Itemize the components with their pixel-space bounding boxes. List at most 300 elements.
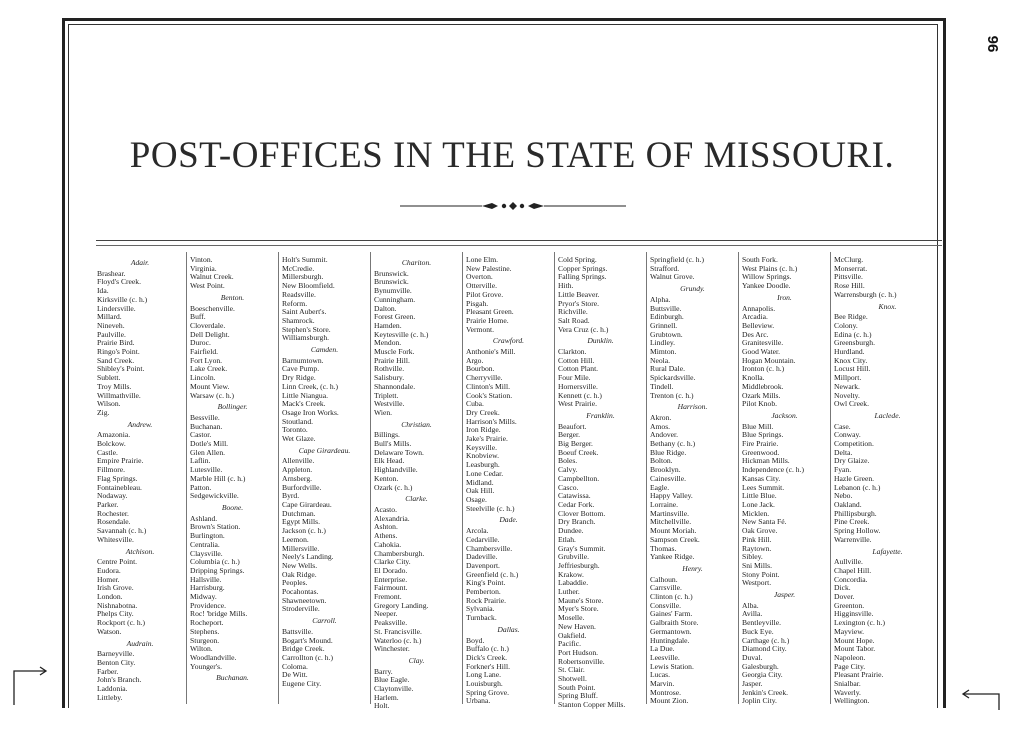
county-heading: Clarke. <box>405 494 428 504</box>
post-office-entry: New Wells. <box>282 560 318 570</box>
post-office-entry: Cainesville. <box>650 473 687 483</box>
county-heading: Henry. <box>682 563 703 573</box>
column-6 <box>554 252 646 710</box>
post-office-entry: Arcola. <box>466 526 489 536</box>
post-office-entry: Pleasant Green. <box>466 307 514 317</box>
post-office-entry: Port Hudson. <box>558 647 599 657</box>
post-office-entry: Knox City. <box>834 355 868 365</box>
post-office-entry: Cloverdale. <box>190 320 226 330</box>
post-office-entry: Sni Mills. <box>742 560 772 570</box>
post-office-entry: Mount Zion. <box>650 696 689 706</box>
post-office-entry: Winchester. <box>374 644 410 654</box>
post-office-entry: Dry Branch. <box>558 517 596 527</box>
post-office-entry: Empire Prairie. <box>97 456 144 466</box>
post-office-entry: Delta. <box>834 447 853 457</box>
post-office-entry: Troy Mills. <box>97 381 132 391</box>
post-office-entry: Marvin. <box>650 679 675 689</box>
post-office-entry: Pemberton. <box>466 587 501 597</box>
column-1 <box>94 252 186 704</box>
post-office-entry: Allenville. <box>282 456 315 466</box>
post-office-entry: Pocahontas. <box>282 587 319 597</box>
county-heading: Crawford. <box>492 336 525 346</box>
county-heading: Lafayette. <box>872 546 903 556</box>
post-office-entry: Littleby. <box>97 692 123 702</box>
county-heading: Dade. <box>499 515 518 525</box>
county-heading: Bollinger. <box>217 402 248 412</box>
post-office-entry: Concordia. <box>834 574 868 584</box>
post-office-entry: Kirksville (c. h.) <box>97 294 148 304</box>
post-office-entry: Lindley. <box>650 338 676 348</box>
post-office-entry: Nishnabotna. <box>97 600 138 610</box>
post-office-entry: Falling Springs. <box>558 272 607 282</box>
post-office-entry: Oakland. <box>834 499 862 509</box>
post-office-entry: Chambersburgh. <box>374 548 425 558</box>
post-office-entry: Akron. <box>650 412 672 422</box>
post-office-entry: Millersburgh. <box>282 272 324 282</box>
post-office-entry: Boyd. <box>466 635 485 645</box>
post-office-entry: Otterville. <box>466 281 497 291</box>
post-office-entry: Ashland. <box>190 513 218 523</box>
table-rule-top-inner <box>96 245 942 246</box>
column-9 <box>830 252 944 704</box>
post-office-entry: Wilton. <box>190 644 213 654</box>
post-office-entry: Edinburgh. <box>650 312 684 322</box>
post-office-entry: Hith. <box>558 281 574 291</box>
post-office-entry: Shawneetown. <box>282 595 327 605</box>
post-office-entry: Chapel Hill. <box>834 565 872 575</box>
county-heading: Andrew. <box>127 419 153 429</box>
post-office-entry: Conway. <box>834 430 861 440</box>
post-office-entry: Dry Creek. <box>466 407 500 417</box>
post-office-entry: Buck Eye. <box>742 626 774 636</box>
post-office-entry: Pryor's Store. <box>558 298 600 308</box>
crop-mark-left-icon <box>10 667 50 707</box>
post-office-entry: Spring Grove. <box>466 687 510 697</box>
post-office-entry: Louisburgh. <box>466 679 503 689</box>
post-office-entry: St. Clair. <box>558 665 585 675</box>
post-office-entry: Big Berger. <box>558 439 593 449</box>
post-office-entry: Bethany (c. h.) <box>650 439 696 449</box>
post-office-entry: South Fork. <box>742 255 778 264</box>
post-office-entry: Brooklyn. <box>650 465 681 475</box>
county-heading: Dallas. <box>497 624 520 634</box>
post-office-entry: McCredie. <box>282 263 315 273</box>
post-office-entry: Aullville. <box>834 557 863 567</box>
post-office-entry: Mayview. <box>834 626 865 636</box>
post-office-entry: Lorraine. <box>650 499 679 509</box>
post-office-entry: Younger's. <box>190 661 223 671</box>
post-office-entry: Benton City. <box>97 657 136 667</box>
post-office-entry: Flag Springs. <box>97 473 138 483</box>
post-office-entry: Spring Bluff. <box>558 691 598 701</box>
post-office-entry: Kansas City. <box>742 473 781 483</box>
post-office-entry: Iron Ridge. <box>466 425 501 435</box>
post-office-entry: Raytown. <box>742 543 772 553</box>
post-office-entry: Carrsville. <box>650 583 682 593</box>
post-office-entry: Strafford. <box>650 263 680 273</box>
post-office-entry: Shotwell. <box>558 674 587 684</box>
county-heading: Knox. <box>878 301 897 311</box>
post-office-entry: Bull's Mills. <box>374 439 412 449</box>
post-office-columns <box>94 252 944 711</box>
post-office-entry: St. Francisville. <box>374 626 422 636</box>
post-office-entry: Cedar Fork. <box>558 499 595 509</box>
post-office-entry: John's Branch. <box>97 675 142 685</box>
post-office-entry: Little Blue. <box>742 491 777 501</box>
post-office-entry: Lebanon (c. h.) <box>834 482 881 492</box>
post-office-entry: Argo. <box>466 355 484 365</box>
post-office-entry: Overton. <box>466 272 493 282</box>
post-office-entry: Osage. <box>466 494 487 504</box>
post-office-entry: Wet Glaze. <box>282 434 316 444</box>
post-office-entry: Glen Allen. <box>190 447 226 457</box>
post-office-entry: Bourbon. <box>466 364 495 374</box>
post-office-entry: Neola. <box>650 355 671 365</box>
post-office-entry: Farber. <box>97 666 119 676</box>
column-4 <box>370 252 462 711</box>
post-office-entry: Blue Springs. <box>742 430 784 440</box>
post-office-entry: Prairie Bird. <box>97 338 135 348</box>
post-office-entry: Mendon. <box>374 338 402 348</box>
post-office-entry: Oakfield. <box>558 630 587 640</box>
post-office-entry: Casco. <box>558 482 579 492</box>
post-office-entry: Peoples. <box>282 578 308 588</box>
post-office-entry: Happy Valley. <box>650 491 693 501</box>
post-office-entry: Holt. <box>374 701 390 711</box>
post-office-entry: Sibley. <box>742 552 763 562</box>
post-office-entry: Claytonville. <box>374 684 414 694</box>
county-heading: Adair. <box>130 258 150 267</box>
post-office-entry: Holt's Summit. <box>282 255 328 264</box>
post-office-entry: Dripping Springs. <box>190 565 245 575</box>
post-office-entry: Coloma. <box>282 661 308 671</box>
post-office-entry: Edina (c. h.) <box>834 329 872 339</box>
post-office-entry: Bogart's Mound. <box>282 635 333 645</box>
post-office-entry: Calvy. <box>558 465 578 475</box>
post-office-entry: Cave Pump. <box>282 364 320 374</box>
post-office-entry: Little Niangua. <box>282 390 328 400</box>
county-heading: Chariton. <box>401 258 432 267</box>
post-office-entry: Competition. <box>834 439 874 449</box>
post-office-entry: Fremont. <box>374 592 402 602</box>
post-office-entry: Dell Delight. <box>190 329 230 339</box>
county-heading: Benton. <box>220 292 245 302</box>
post-office-entry: Barneyville. <box>97 649 135 659</box>
post-office-entry: Willmathville. <box>97 390 141 400</box>
post-office-entry: Germantown. <box>650 626 692 636</box>
post-office-entry: Ida. <box>97 286 109 296</box>
post-office-entry: Higginsville. <box>834 609 874 619</box>
post-office-entry: New Santa Fé. <box>742 517 787 527</box>
post-office-entry: Acasto. <box>374 504 397 514</box>
post-office-entry: Dotle's Mill. <box>190 439 229 449</box>
post-office-entry: Novelty. <box>834 390 860 400</box>
post-office-entry: Moselle. <box>558 613 585 623</box>
post-office-entry: Dadeville. <box>466 552 498 562</box>
post-office-entry: Grinnell. <box>650 320 678 330</box>
county-heading: Harrison. <box>677 402 708 412</box>
post-office-entry: Arcadia. <box>742 312 768 322</box>
post-office-entry: Boeschenville. <box>190 303 235 313</box>
post-office-entry: Richville. <box>558 307 588 317</box>
post-office-entry: Cotton Plant. <box>558 364 599 374</box>
post-office-entry: Eagle. <box>650 482 670 492</box>
post-office-entry: Amos. <box>650 421 671 431</box>
post-office-entry: Muscle Fork. <box>374 347 415 357</box>
post-office-entry: Patton. <box>190 482 212 492</box>
post-office-entry: Millard. <box>97 312 122 322</box>
post-office-entry: Buffalo (c. h.) <box>466 644 509 654</box>
post-office-entry: Walnut Creek. <box>190 272 234 282</box>
post-office-entry: Centre Point. <box>97 557 138 567</box>
post-office-entry: Highlandville. <box>374 465 418 475</box>
post-office-entry: Stephen's Store. <box>282 324 331 334</box>
post-office-entry: Wellington. <box>834 696 870 706</box>
post-office-entry: Lincoln. <box>190 373 216 383</box>
post-office-entry: Long Lane. <box>466 670 502 680</box>
post-office-entry: Owl Creek. <box>834 399 870 409</box>
post-office-entry: Jeffriesburgh. <box>558 560 600 570</box>
post-office-entry: Keysville. <box>466 442 498 452</box>
county-heading: Audrain. <box>126 638 154 648</box>
post-office-entry: Brashear. <box>97 268 126 278</box>
post-office-entry: Sturgeon. <box>190 635 220 645</box>
post-office-entry: Osage Iron Works. <box>282 407 339 417</box>
post-office-entry: Mount Hope. <box>834 635 875 645</box>
post-office-entry: Blue Eagle. <box>374 675 410 685</box>
post-office-entry: Floyd's Creek. <box>97 277 141 287</box>
post-office-entry: Billings. <box>374 430 400 440</box>
post-office-entry: Etlah. <box>558 534 576 544</box>
post-office-entry: Andover. <box>650 430 679 440</box>
post-office-entry: Dick. <box>834 583 851 593</box>
post-office-entry: Cook's Station. <box>466 390 513 400</box>
post-office-entry: Bee Ridge. <box>834 312 868 322</box>
post-office-entry: Appleton. <box>282 465 313 475</box>
post-office-entry: Fontainebleau. <box>97 482 142 492</box>
post-office-entry: McClurg. <box>834 255 864 264</box>
post-office-entry: Copper Springs. <box>558 263 608 273</box>
column-8 <box>738 252 830 704</box>
post-office-entry: Leemon. <box>282 534 309 544</box>
post-office-entry: Eugene City. <box>282 679 322 689</box>
county-heading: Iron. <box>777 292 792 302</box>
post-office-entry: Castle. <box>97 447 118 457</box>
post-office-entry: Cherryville. <box>466 373 503 383</box>
county-heading: Carroll. <box>312 616 337 626</box>
post-office-entry: Dick's Creek. <box>466 652 508 662</box>
post-office-entry: Davenport. <box>466 560 500 570</box>
post-office-entry: Brunswick. <box>374 268 409 278</box>
post-office-entry: Alpha. <box>650 294 671 304</box>
post-office-entry: Robertsonville. <box>558 656 605 666</box>
post-office-entry: Catawissa. <box>558 491 591 501</box>
post-office-entry: Bentleyville. <box>742 618 782 628</box>
post-office-entry: Millport. <box>834 373 862 383</box>
county-heading: Dunklin. <box>587 336 614 346</box>
post-office-entry: Hogan Mountain. <box>742 355 796 365</box>
post-office-entry: Dalton. <box>374 303 397 313</box>
post-office-entry: Knobview. <box>466 451 500 461</box>
post-office-entry: Homer. <box>97 574 120 584</box>
post-office-entry: Grubtown. <box>650 329 683 339</box>
post-office-entry: Buchanan. <box>190 421 223 431</box>
post-office-entry: Mitchellville. <box>650 517 692 527</box>
post-office-entry: Bridge Creek. <box>282 644 325 654</box>
post-office-entry: Reform. <box>282 298 308 308</box>
post-office-entry: Centralia. <box>190 539 220 549</box>
post-office-entry: Clinton (c. h.) <box>650 592 693 602</box>
post-office-entry: Midway. <box>190 592 217 602</box>
post-office-entry: Rural Dale. <box>650 364 686 374</box>
post-office-entry: Wilson. <box>97 399 121 409</box>
page-number: 96 <box>984 35 1001 53</box>
post-office-entry: Fyan. <box>834 465 852 475</box>
post-office-entry: Lees Summit. <box>742 482 785 492</box>
post-office-entry: Bolton. <box>650 456 673 466</box>
post-office-entry: Trenton (c. h.) <box>650 390 694 400</box>
post-office-entry: Sedgewickville. <box>190 491 239 501</box>
post-office-entry: Nineveh. <box>97 320 125 330</box>
post-office-entry: Gray's Summit. <box>558 543 606 553</box>
post-office-entry: Savannah (c. h.) <box>97 526 147 536</box>
post-office-entry: Jake's Prairie. <box>466 434 508 444</box>
post-office-entry: Byrd. <box>282 491 300 501</box>
post-office-entry: Triplett. <box>374 390 399 400</box>
post-office-entry: Harlem. <box>374 692 399 702</box>
post-office-entry: Fillmore. <box>97 465 126 475</box>
post-office-entry: Spring Hollow. <box>834 526 881 536</box>
post-office-entry: Linn Creek, (c. h.) <box>282 381 339 391</box>
post-office-entry: Tindell. <box>650 381 674 391</box>
post-office-entry: Turnback. <box>466 613 497 623</box>
post-office-entry: Gregory Landing. <box>374 600 429 610</box>
post-office-entry: Bynumville. <box>374 286 412 296</box>
post-office-entry: Burlington. <box>190 531 225 541</box>
post-office-entry: Joplin City. <box>742 696 777 706</box>
post-office-entry: Fort Lyon. <box>190 355 223 365</box>
post-office-entry: Westport. <box>742 578 772 588</box>
post-office-entry: Calhoun. <box>650 574 678 584</box>
post-office-entry: Ozark Mills. <box>742 390 781 400</box>
post-office-entry: Greenton. <box>834 600 865 610</box>
post-office-entry: Mimton. <box>650 347 677 357</box>
county-heading: Atchison. <box>125 546 155 556</box>
post-office-entry: Little Beaver. <box>558 289 600 299</box>
post-office-entry: Urbana. <box>466 696 491 706</box>
post-office-entry: Claysville. <box>190 548 223 558</box>
post-office-entry: Independence (c. h.) <box>742 465 804 475</box>
column-3 <box>278 252 370 704</box>
post-office-entry: Pisgah. <box>466 298 489 308</box>
post-office-entry: Clarkton. <box>558 347 587 357</box>
post-office-entry: Four Mile. <box>558 373 591 383</box>
post-office-entry: Toronto. <box>282 425 308 435</box>
post-office-entry: Page City. <box>834 661 866 671</box>
post-office-entry: Hickman Mills. <box>742 456 790 466</box>
post-office-entry: Pilot Knob. <box>742 399 778 409</box>
post-office-entry: Mount Tabor. <box>834 644 876 654</box>
post-office-entry: Cuba. <box>466 399 484 409</box>
county-heading: Grundy. <box>680 284 705 294</box>
post-office-entry: South Point. <box>558 682 596 692</box>
column-5 <box>462 252 554 704</box>
post-office-entry: Galbraith Store. <box>650 618 699 628</box>
post-office-entry: Rothville. <box>374 364 405 374</box>
post-office-entry: Greenfield (c. h.) <box>466 569 519 579</box>
post-office-entry: La Due. <box>650 644 675 654</box>
ornament-divider <box>400 198 626 214</box>
post-office-entry: Whitesville. <box>97 534 134 544</box>
post-office-entry: Millersville. <box>282 543 320 553</box>
county-heading: Camden. <box>310 345 339 355</box>
post-office-entry: Steelville (c. h.) <box>466 503 515 513</box>
post-office-entry: Fire Prairie. <box>742 439 779 449</box>
post-office-entry: Micklen. <box>742 508 770 518</box>
post-office-entry: Boeuf Creek. <box>558 447 599 457</box>
post-office-entry: Barry. <box>374 666 393 676</box>
post-office-entry: Cahokia. <box>374 539 402 549</box>
post-office-entry: Berger. <box>558 430 581 440</box>
county-heading: Cape Girardeau. <box>298 445 351 455</box>
post-office-entry: Yankee Doodle. <box>742 281 791 291</box>
post-office-entry: Fairmount. <box>374 583 408 593</box>
post-office-entry: Stony Point. <box>742 569 780 579</box>
post-office-entry: West Point. <box>190 281 225 291</box>
post-office-entry: Lone Jack. <box>742 499 775 509</box>
post-office-entry: Providence. <box>190 600 227 610</box>
post-office-entry: Leasburgh. <box>466 460 500 470</box>
post-office-entry: New Bloomfield. <box>282 281 335 291</box>
post-office-entry: Westville. <box>374 399 405 409</box>
post-office-entry: Clover Bottom. <box>558 508 606 518</box>
post-office-entry: Pleasant Prairie. <box>834 670 884 680</box>
post-office-entry: Sublett. <box>97 373 121 383</box>
post-office-entry: Battsville. <box>282 626 314 636</box>
post-office-entry: Greensburgh. <box>834 338 875 348</box>
post-office-entry: Sand Creek. <box>97 355 135 365</box>
post-office-entry: Leesville. <box>650 652 680 662</box>
post-office-entry: Anthonie's Mill. <box>466 347 516 357</box>
post-office-entry: Shannondale. <box>374 381 416 391</box>
post-office-entry: Snialbar. <box>834 679 861 689</box>
post-office-entry: Lone Elm. <box>466 255 499 264</box>
post-office-entry: Greenwood. <box>742 447 780 457</box>
post-office-entry: West Plains (c. h.) <box>742 263 798 273</box>
post-office-entry: Keytesville (c. h.) <box>374 329 429 339</box>
post-office-entry: Case. <box>834 421 851 431</box>
post-office-entry: Blue Mill. <box>742 421 774 431</box>
post-office-entry: Jackson (c. h.) <box>282 526 326 536</box>
column-2 <box>186 252 278 704</box>
post-office-entry: Carthage (c. h.) <box>742 635 790 645</box>
county-heading: Boone. <box>221 502 244 512</box>
post-office-entry: Virginia. <box>190 263 217 273</box>
post-office-entry: Burfordville. <box>282 482 322 492</box>
post-office-entry: Elk Head. <box>374 456 405 466</box>
post-office-entry: Rock Prairie. <box>466 595 507 605</box>
post-office-entry: Pine Creek. <box>834 517 870 527</box>
post-office-entry: London. <box>97 592 123 602</box>
post-office-entry: Boles. <box>558 456 578 466</box>
post-office-entry: Vermont. <box>466 324 495 334</box>
post-office-entry: Stroderville. <box>282 604 320 614</box>
post-office-entry: Cape Girardeau. <box>282 499 332 509</box>
post-office-entry: Consville. <box>650 600 682 610</box>
post-office-entry: Enterprise. <box>374 574 408 584</box>
post-office-entry: New Palestine. <box>466 263 512 273</box>
post-office-entry: Oak Hill. <box>466 486 495 496</box>
